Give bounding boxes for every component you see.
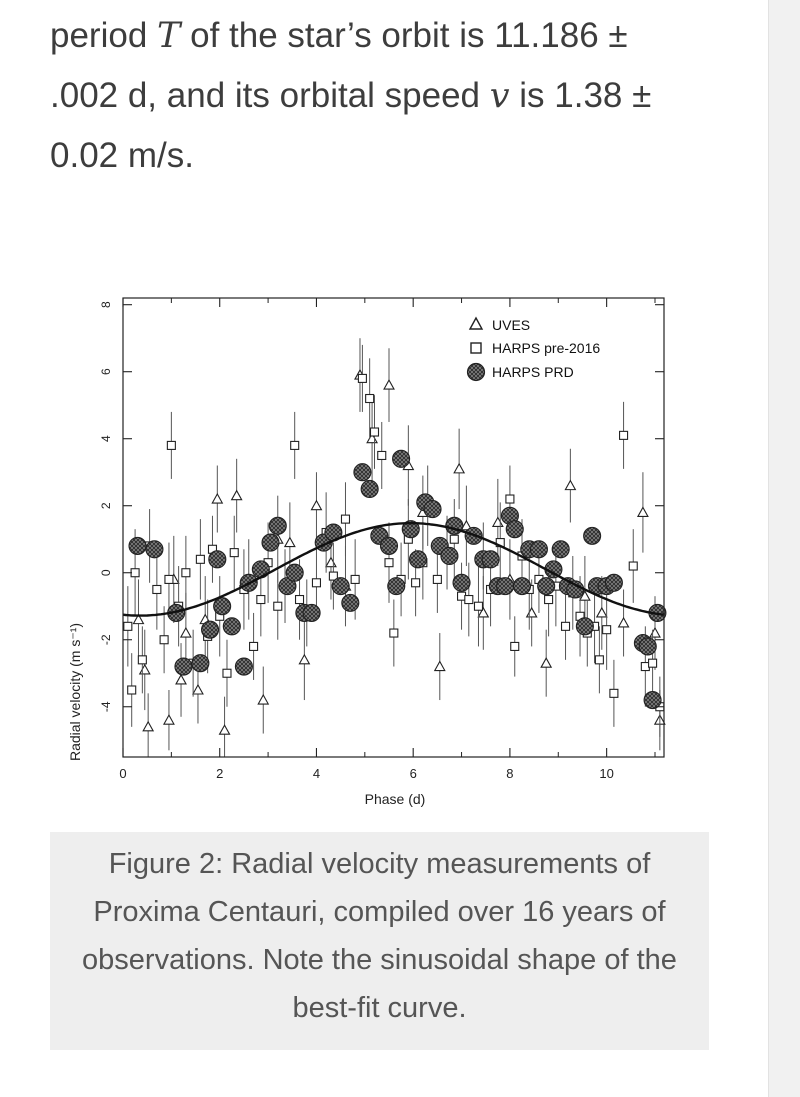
y-tick-label: 8 — [99, 301, 113, 309]
uves-point — [454, 464, 464, 473]
legend-label-harps-pre-2016: HARPS pre-2016 — [492, 340, 601, 356]
x-tick-label: 10 — [599, 766, 614, 781]
data-points — [124, 338, 666, 757]
harps-prd-point — [223, 618, 240, 635]
harps-pre-2016-point — [620, 431, 628, 439]
uves-point — [181, 628, 191, 637]
harps-prd-point — [214, 598, 231, 615]
y-tick-label: 4 — [99, 435, 113, 443]
y-tick-label: -4 — [99, 701, 113, 713]
uves-point — [619, 618, 629, 627]
harps-pre-2016-point — [465, 596, 473, 604]
uves-point — [493, 517, 503, 526]
harps-pre-2016-point — [138, 656, 146, 664]
harps-pre-2016-point — [128, 686, 136, 694]
paragraph-text: .002 d, and its orbital speed — [50, 76, 490, 115]
harps-prd-point — [388, 578, 405, 595]
paragraph-text: is 1.38 ± — [509, 76, 652, 115]
harps-prd-point — [552, 541, 569, 558]
harps-pre-2016-point — [378, 451, 386, 459]
harps-pre-2016-point — [124, 622, 132, 630]
paragraph-text: period — [50, 16, 158, 55]
x-tick-label: 4 — [312, 766, 321, 781]
harps-prd-point — [497, 578, 514, 595]
harps-pre-2016-point — [291, 441, 299, 449]
harps-pre-2016-point — [196, 555, 204, 563]
harps-prd-point — [262, 534, 279, 551]
harps-pre-2016-point — [366, 395, 374, 403]
harps-pre-2016-point — [274, 602, 282, 610]
harps-prd-point — [605, 574, 622, 591]
harps-pre-2016-point — [167, 441, 175, 449]
harps-prd-point — [584, 527, 601, 544]
legend-label-uves: UVES — [492, 317, 531, 333]
harps-pre-2016-point — [153, 585, 161, 593]
harps-prd-point — [393, 450, 410, 467]
harps-prd-point — [129, 537, 146, 554]
y-tick-labels — [99, 301, 113, 712]
harps-prd-point — [424, 501, 441, 518]
harps-prd-point — [146, 541, 163, 558]
harps-prd-point — [192, 655, 209, 672]
figure-caption: Figure 2: Radial velocity measurements of Proxima Centauri, compiled over 16 years of observations. Note the sinusoidal shape of the best-fit curve. — [82, 848, 677, 1024]
harps-pre-2016-point — [341, 515, 349, 523]
x-tick-label: 0 — [119, 766, 127, 781]
harps-pre-2016-point — [506, 495, 514, 503]
harps-prd-point — [354, 464, 371, 481]
paragraph-text: of the star’s orbit is 11.186 ± — [180, 16, 628, 55]
harps-pre-2016-point — [511, 642, 519, 650]
harps-pre-2016-point — [450, 535, 458, 543]
harps-pre-2016-point — [230, 549, 238, 557]
uves-point — [140, 665, 150, 674]
speed-variable: v — [489, 76, 510, 116]
harps-prd-point — [644, 692, 661, 709]
chart-legend — [468, 317, 601, 381]
harps-pre-2016-point — [385, 559, 393, 567]
y-tick-label: -2 — [99, 634, 113, 646]
harps-prd-point — [202, 621, 219, 638]
x-tick-label: 8 — [506, 766, 514, 781]
harps-prd-point — [506, 521, 523, 538]
uves-point — [193, 685, 203, 694]
harps-prd-point — [286, 564, 303, 581]
harps-pre-2016-point — [131, 569, 139, 577]
y-axis-label: Radial velocity (m s⁻¹) — [67, 622, 83, 762]
figure-caption-box — [50, 832, 709, 1050]
harps-pre-2016-point — [312, 579, 320, 587]
harps-pre-2016-point — [351, 575, 359, 583]
uves-point — [384, 380, 394, 389]
harps-pre-2016-point — [649, 659, 657, 667]
scrollbar-track[interactable] — [768, 0, 800, 1097]
legend-item-uves — [470, 317, 530, 333]
square-marker-icon — [471, 343, 481, 353]
uves-point — [527, 608, 537, 617]
uves-point — [258, 695, 268, 704]
legend-item-harps-pre-2016 — [471, 340, 600, 356]
harps-prd-point — [441, 547, 458, 564]
uves-point — [435, 662, 445, 671]
y-tick-label: 0 — [99, 569, 113, 577]
harps-prd-point — [332, 578, 349, 595]
harps-prd-point — [381, 537, 398, 554]
uves-point — [638, 507, 648, 516]
uves-point — [285, 538, 295, 547]
period-variable: T — [157, 16, 181, 56]
uves-point — [299, 655, 309, 664]
paragraph-line-2 — [50, 66, 750, 126]
harps-pre-2016-point — [412, 579, 420, 587]
harps-prd-point — [175, 658, 192, 675]
harps-prd-point — [530, 541, 547, 558]
paragraph-line-3: 0.02 m/s. — [50, 136, 194, 175]
plot-frame — [123, 298, 664, 757]
y-tick-label: 6 — [99, 368, 113, 376]
harps-pre-2016-point — [165, 575, 173, 583]
x-tick-label: 6 — [409, 766, 417, 781]
uves-point — [143, 722, 153, 731]
uves-point — [220, 725, 230, 734]
uves-point — [176, 675, 186, 684]
uves-point — [650, 628, 660, 637]
x-tick-label: 2 — [216, 766, 224, 781]
harps-prd-point — [361, 480, 378, 497]
harps-prd-point — [303, 604, 320, 621]
uves-point — [541, 658, 551, 667]
uves-point — [232, 491, 242, 500]
harps-prd-point — [342, 594, 359, 611]
radial-velocity-chart — [66, 272, 706, 832]
harps-pre-2016-point — [629, 562, 637, 570]
uves-point — [164, 715, 174, 724]
scrollbar-divider — [768, 0, 769, 1097]
uves-point — [597, 608, 607, 617]
harps-pre-2016-point — [182, 569, 190, 577]
harps-pre-2016-point — [562, 622, 570, 630]
harps-pre-2016-point — [595, 656, 603, 664]
legend-item-harps-prd — [468, 364, 574, 381]
uves-point — [311, 501, 321, 510]
harps-pre-2016-point — [296, 596, 304, 604]
x-tick-labels — [119, 766, 613, 781]
harps-pre-2016-point — [433, 575, 441, 583]
harps-prd-point — [235, 658, 252, 675]
uves-point — [565, 481, 575, 490]
harps-prd-point — [482, 551, 499, 568]
harps-pre-2016-point — [358, 374, 366, 382]
uves-point — [212, 494, 222, 503]
harps-prd-point — [639, 638, 656, 655]
harps-prd-point — [576, 618, 593, 635]
harps-pre-2016-point — [390, 629, 398, 637]
harps-pre-2016-point — [160, 636, 168, 644]
uves-point — [326, 558, 336, 567]
harps-pre-2016-point — [370, 428, 378, 436]
paragraph-line-1 — [50, 6, 750, 66]
harps-pre-2016-point — [257, 596, 265, 604]
triangle-marker-icon — [470, 318, 482, 329]
article-paragraph — [50, 6, 750, 186]
harps-pre-2016-point — [223, 669, 231, 677]
harps-pre-2016-point — [474, 602, 482, 610]
x-axis-label: Phase (d) — [364, 791, 426, 807]
harps-pre-2016-point — [603, 626, 611, 634]
harps-pre-2016-point — [545, 596, 553, 604]
harps-prd-point — [453, 574, 470, 591]
harps-prd-point — [538, 578, 555, 595]
legend-label-harps-prd: HARPS PRD — [492, 364, 574, 380]
y-tick-label: 2 — [99, 502, 113, 510]
harps-prd-point — [410, 551, 427, 568]
harps-pre-2016-point — [610, 689, 618, 697]
hatched-circle-marker-icon — [468, 364, 485, 381]
axis-ticks — [123, 298, 664, 757]
radial-velocity-figure — [66, 272, 706, 832]
harps-prd-point — [514, 578, 531, 595]
harps-prd-point — [269, 517, 286, 534]
harps-prd-point — [209, 551, 226, 568]
harps-pre-2016-point — [250, 642, 258, 650]
